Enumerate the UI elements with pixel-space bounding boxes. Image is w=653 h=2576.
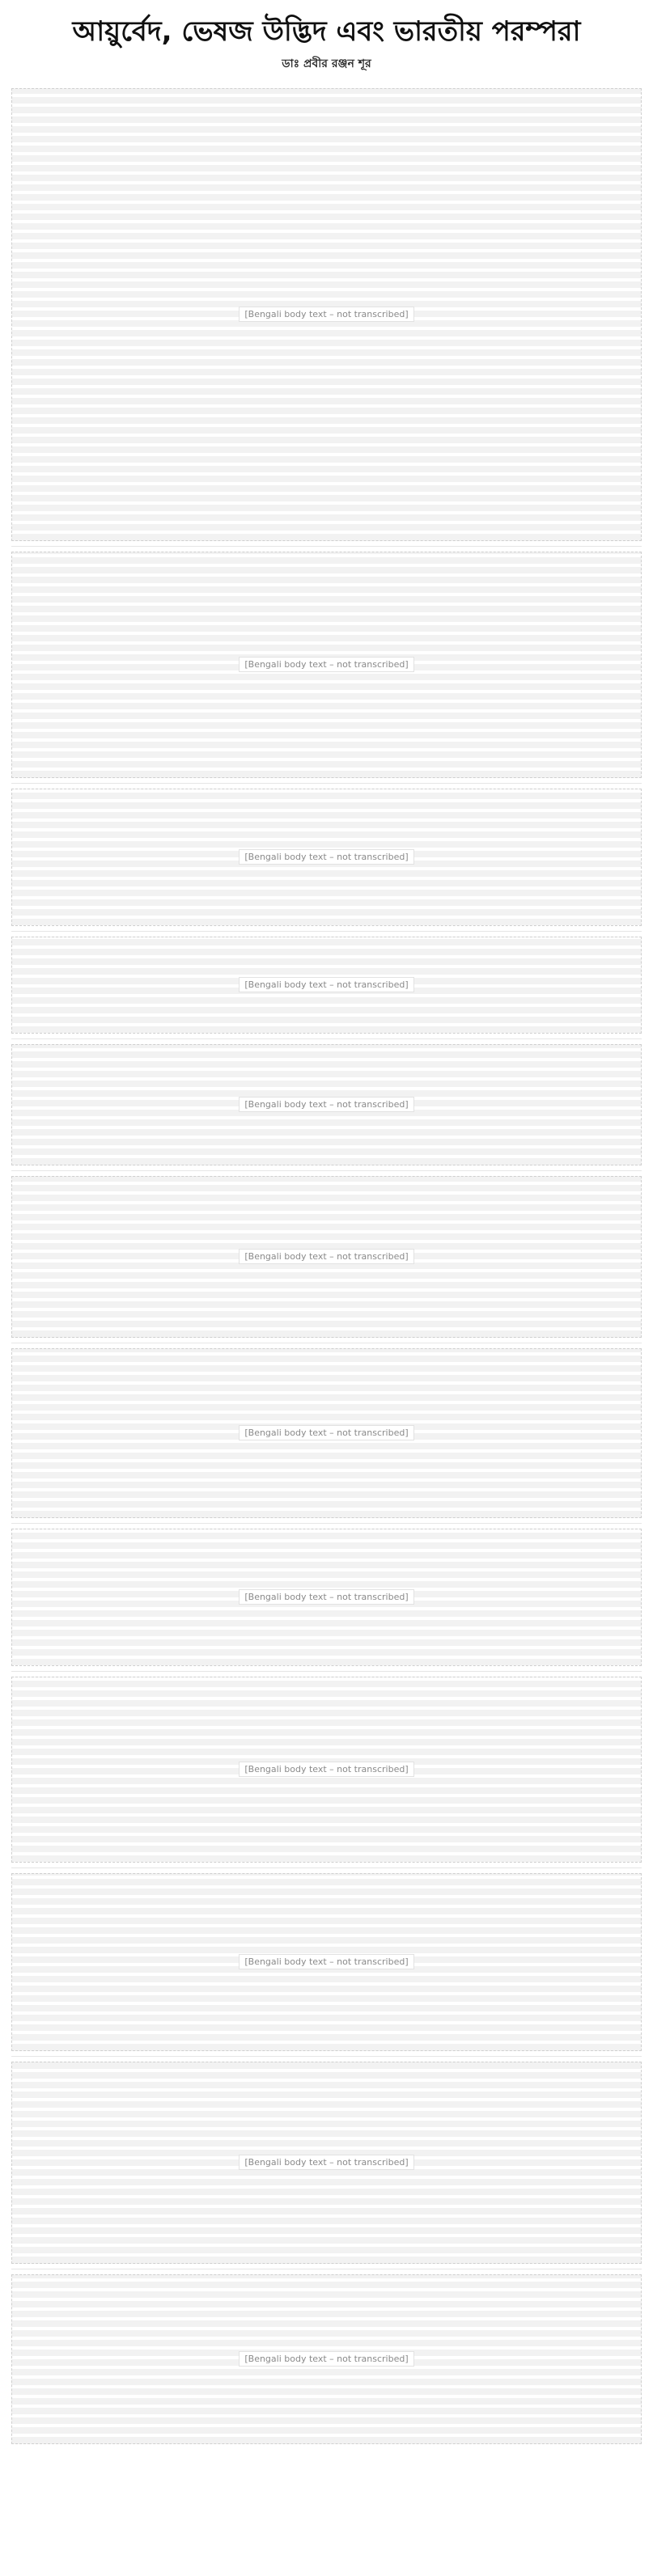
placeholder-note: [Bengali body text – not transcribed] — [239, 1249, 413, 1264]
placeholder-note: [Bengali body text – not transcribed] — [239, 1954, 413, 1969]
placeholder-note: [Bengali body text – not transcribed] — [239, 307, 413, 322]
article-section — [11, 1523, 642, 1671]
article-section — [11, 546, 642, 783]
page-title: আয়ুর্বেদ, ভেষজ উদ্ভিদ এবং ভারতীয় পরম্পরা — [72, 15, 581, 48]
article-section — [11, 1038, 642, 1170]
article-section — [11, 2269, 642, 2449]
text-block-placeholder — [11, 88, 642, 541]
article-section — [11, 1343, 642, 1523]
text-block-placeholder — [11, 2274, 642, 2444]
text-block-placeholder — [11, 552, 642, 778]
placeholder-note: [Bengali body text – not transcribed] — [239, 849, 413, 865]
article-section — [11, 2056, 642, 2269]
text-block-placeholder — [11, 1677, 642, 1863]
author-line: ডাঃ প্রবীর রঞ্জন শূর — [282, 57, 371, 70]
placeholder-note: [Bengali body text – not transcribed] — [239, 1762, 413, 1777]
text-block-placeholder — [11, 1348, 642, 1518]
placeholder-note: [Bengali body text – not transcribed] — [239, 1097, 413, 1112]
text-block-placeholder — [11, 789, 642, 926]
article-body — [11, 83, 642, 2574]
article-section — [11, 1671, 642, 1867]
article-section — [11, 83, 642, 546]
text-block-placeholder — [11, 1176, 642, 1338]
placeholder-note: [Bengali body text – not transcribed] — [239, 2351, 413, 2367]
text-block-placeholder — [11, 1873, 642, 2051]
article-section — [11, 1867, 642, 2056]
article-section — [11, 1170, 642, 1343]
placeholder-note: [Bengali body text – not transcribed] — [239, 657, 413, 672]
article-section — [11, 931, 642, 1038]
text-block-placeholder — [11, 937, 642, 1034]
text-block-placeholder — [11, 2062, 642, 2264]
placeholder-note: [Bengali body text – not transcribed] — [239, 1589, 413, 1605]
text-block-placeholder — [11, 1044, 642, 1165]
article-section — [11, 783, 642, 931]
placeholder-note: [Bengali body text – not transcribed] — [239, 2155, 413, 2170]
placeholder-note: [Bengali body text – not transcribed] — [239, 1425, 413, 1440]
text-block-placeholder — [11, 1529, 642, 1666]
placeholder-note: [Bengali body text – not transcribed] — [239, 977, 413, 992]
